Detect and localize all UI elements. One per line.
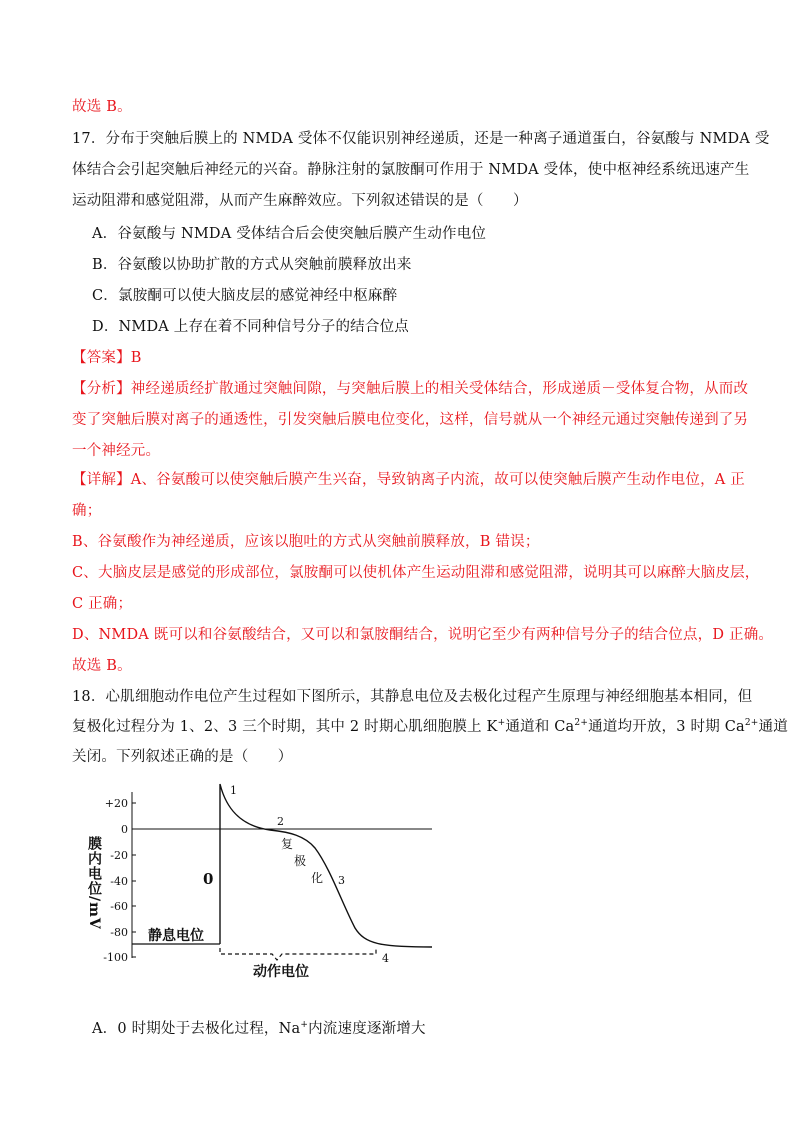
text-line: 【分析】神经递质经扩散通过突触间隙，与突触后膜上的相关受体结合，形成递质－受体复合物，从而改 [72,381,749,397]
text-line: C．氯胺酮可以使大脑皮层的感觉神经中枢麻醉 [92,288,398,304]
text-line: 【详解】A、谷氨酸可以使突触后膜产生兴奋，导致钠离子内流，故可以使突触后膜产生动作电位，A 正 [72,472,745,488]
text-line: D、NMDA 既可以和谷氨酸结合，又可以和氯胺酮结合，说明它至少有两种信号分子的结合位点，D 正确。 [72,627,774,643]
text-line: 【答案】B [72,350,142,366]
repol-label-char: 复 [281,837,294,851]
phase-label-0: 0 [203,870,214,888]
text-line: 运动阻滞和感觉阻滞，从而产生麻醉效应。下列叙述错误的是（ ） [72,193,528,209]
text-line: 确； [72,503,102,519]
action-potential-curve [220,784,432,947]
q18-line-2: 复极化过程分为 1、2、3 三个时期，其中 2 时期心肌细胞膜上 K+通道和 $Ca^{2+}$通道均开放，3 时期 $Ca^{2+}$通道 [72,718,788,735]
ytick-label: -100 [103,951,128,964]
ytick-label: +20 [104,797,128,810]
text-line: 体结合会引起突触后神经元的兴奋。静脉注射的氯胺酮可作用于 NMDA 受体，使中枢神经系统迅速产生 [72,162,750,178]
text-line: 17．分布于突触后膜上的 NMDA 受体不仅能识别神经递质，还是一种离子通道蛋白，谷氨酸与 NMDA 受 [72,131,770,147]
resting-potential-label: 静息电位 [148,928,204,944]
text-line: 变了突触后膜对离子的通透性，引发突触后膜电位变化，这样，信号就从一个神经元通过突触传递到了另 [72,412,749,428]
phase-label-3: 3 [338,874,345,887]
phase-label-4: 4 [382,952,389,965]
text-line: C 正确； [72,596,133,612]
repol-label-char: 化 [311,871,324,885]
repol-label-char: 极 [294,854,307,868]
text-line: B．谷氨酸以协助扩散的方式从突触前膜释放出来 [92,257,412,273]
option-a: A．0 时期处于去极化过程，Na+内流速度逐渐增大 [92,1020,426,1037]
ytick-label: 0 [121,823,128,836]
ytick-label: -40 [110,875,128,888]
ytick-label: -20 [110,849,128,862]
y-axis-label: 膜内电位/mV [86,836,102,930]
action-potential-figure [80,778,440,988]
phase-label-2: 2 [277,815,284,828]
text-line: D．NMDA 上存在着不同种信号分子的结合位点 [92,319,409,335]
text-line: C、大脑皮层是感觉的形成部位，氯胺酮可以使机体产生运动阻滞和感觉阻滞，说明其可以麻醉大脑皮层， [72,565,760,581]
ytick-label: -60 [110,900,128,913]
text-line: 故选 B。 [72,658,132,674]
text-line: B、谷氨酸作为神经递质，应该以胞吐的方式从突触前膜释放，B 错误； [72,534,540,550]
ytick-label: -80 [110,926,128,939]
text-line: 一个神经元。 [72,443,161,459]
text-line: A．谷氨酸与 NMDA 受体结合后会使突触后膜产生动作电位 [92,226,487,242]
phase-label-1: 1 [230,784,237,797]
action-potential-label: 动作电位 [253,964,309,980]
text-line: 18．心肌细胞动作电位产生过程如下图所示，其静息电位及去极化过程产生原理与神经细胞基本相同，但 [72,689,753,705]
action-potential-brace [220,948,376,960]
text-line: 故选 B。 [72,99,132,115]
q18-line-3: 关闭。下列叙述正确的是（ ） [72,749,293,765]
